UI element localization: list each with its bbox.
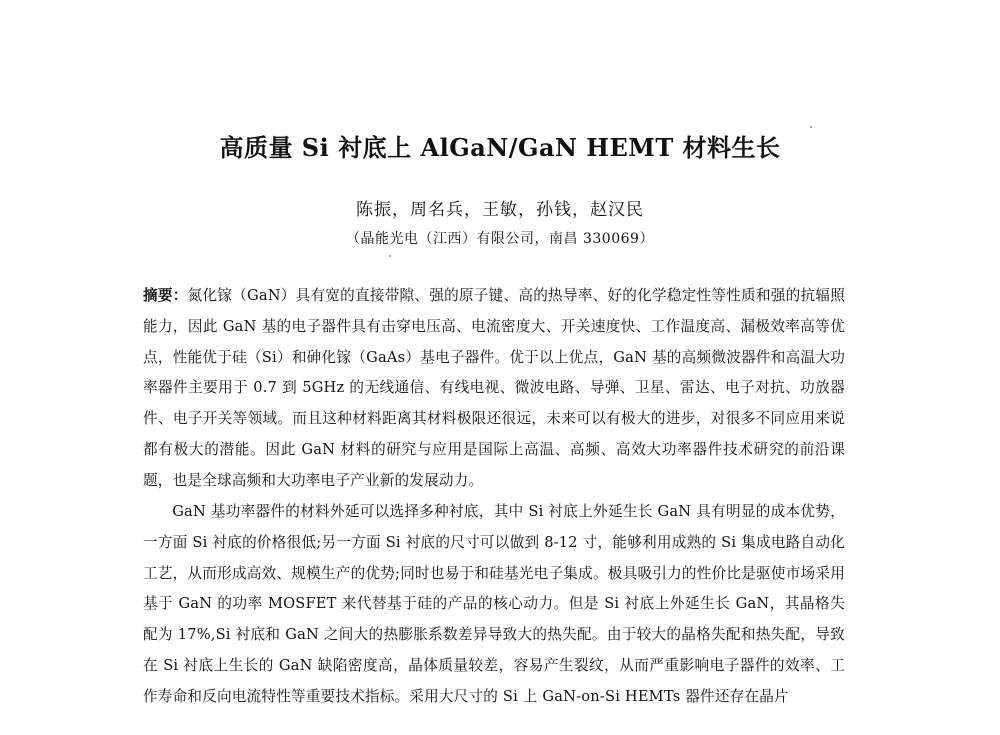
abstract-label: 摘要： [143, 287, 188, 304]
scan-speck [810, 126, 812, 128]
scan-speck [389, 255, 391, 257]
abstract-text: 氮化镓（GaN）具有宽的直接带隙、强的原子键、高的热导率、好的化学稳定性等性质和强的抗辐照能力，因此 GaN 基的电子器件具有击穿电压高、电流密度大、开关速度快、工作温度高、漏极效率高等优点，性能优于硅（Si）和砷化镓（GaAs）基电子器件。优于以上优点，GaN 基的高频微波器件和高温大功率器件主要用于 0.7 到 5GHz 的无线通信、有线电视、微波电路、导弹、卫星、雷达、电子对抗、功放器件、电子开关等领域。而且这种材料距离其材料极限还很远，未来可以有极大的进步，对很多不同应用来说都有极大的潜能。因此 GaN 材料的研究与应用是国际上高温、高频、高效大功率器件技术研究的前沿课题，也是全球高频和大功率电子产业新的发展动力。 [143, 287, 845, 489]
author-affiliation: （晶能光电（江西）有限公司，南昌 330069） [346, 231, 654, 247]
body-paragraph: GaN 基功率器件的材料外延可以选择多种衬底，其中 Si 衬底上外延生长 GaN 具有明显的成本优势，一方面 Si 衬底的价格很低;另一方面 Si 衬底的尺寸可以做到 8-12 寸，能够利用成熟的 Si 集成电路自动化工艺，从而形成高效、规模生产的优势;同时也易于和硅基光电子集成。极具吸引力的性价比是驱使市场采用基于 GaN 的功率 MOSFET 来代替基于硅的产品的核心动力。但是 Si 衬底上外延生长 GaN，其晶格失配为 17%,Si 衬底和 GaN 之间大的热膨胀系数差异导致大的热失配。由于较大的晶格失配和热失配，导致在 Si 衬底上生长的 GaN 缺陷密度高，晶体质量较差，容易产生裂纹，从而严重影响电子器件的效率、工作寿命和反向电流特性等重要技术指标。采用大尺寸的 Si 上 GaN-on-Si HEMTs 器件还存在晶片 [143, 503, 845, 705]
author-list: 陈振，周名兵，王敏，孙钱，赵汉民 [356, 200, 644, 220]
abstract-paragraph [143, 281, 845, 497]
paper-title: 高质量 Si 衬底上 AlGaN/GaN HEMT 材料生长 [219, 133, 781, 162]
